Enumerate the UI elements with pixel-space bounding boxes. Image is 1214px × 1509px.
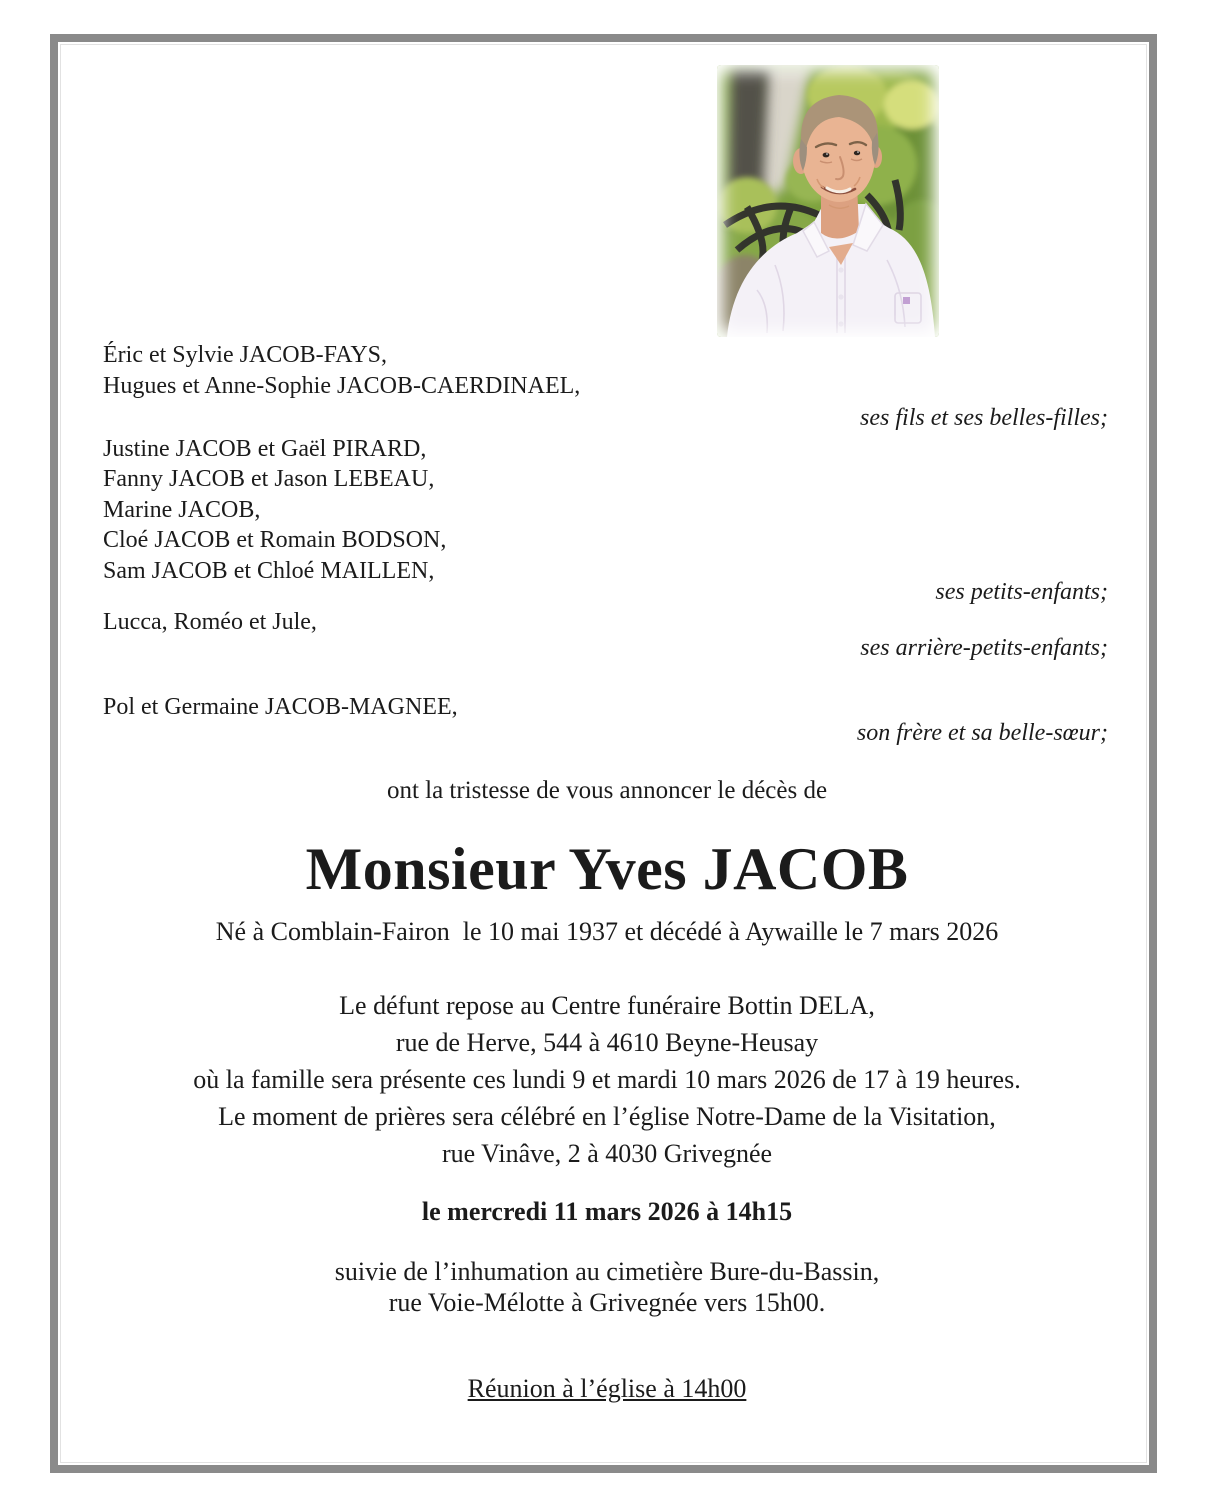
ceremony-line-1: Le moment de prières sera célébré en l’église Notre-Dame de la Visitation,	[218, 1102, 996, 1131]
family-name-line: Fanny JACOB et Jason LEBEAU,	[103, 466, 435, 492]
presence-line: où la famille sera présente ces lundi 9 et mardi 10 mars 2026 de 17 à 19 heures.	[193, 1065, 1021, 1094]
ceremony-line-2: rue Vinâve, 2 à 4030 Grivegnée	[441, 1139, 773, 1168]
portrait-photo	[717, 65, 939, 337]
relation-label: ses arrière-petits-enfants;	[860, 635, 1108, 661]
relation-label: son frère et sa belle-sœur;	[856, 720, 1108, 746]
repose-line-2: rue de Herve, 544 à 4610 Beyne-Heusay	[395, 1028, 819, 1057]
family-name-line: Marine JACOB,	[103, 497, 261, 523]
deceased-name-title: Monsieur Yves JACOB	[305, 836, 909, 902]
family-name-line: Hugues et Anne-Sophie JACOB-CAERDINAEL,	[103, 373, 581, 399]
church-meeting-line: Réunion à l’église à 14h00	[467, 1374, 747, 1403]
family-name-line: Lucca, Roméo et Jule,	[103, 609, 317, 635]
relation-label: ses petits-enfants;	[935, 579, 1108, 605]
intro-line: ont la tristesse de vous annoncer le décès de	[386, 777, 828, 804]
ceremony-datetime-line: le mercredi 11 mars 2026 à 14h15	[421, 1197, 793, 1226]
burial-line-2: rue Voie-Mélotte à Grivegnée vers 15h00.	[388, 1288, 826, 1317]
repose-line-1: Le défunt repose au Centre funéraire Bottin DELA,	[339, 991, 875, 1020]
family-name-line: Éric et Sylvie JACOB-FAYS,	[103, 342, 388, 368]
family-name-line: Cloé JACOB et Romain BODSON,	[103, 527, 447, 553]
burial-line-1: suivie de l’inhumation au cimetière Bure-du-Bassin,	[334, 1257, 880, 1286]
family-name-line: Justine JACOB et Gaël PIRARD,	[103, 436, 427, 462]
life-dates-line: Né à Comblain-Fairon le 10 mai 1937 et décédé à Aywaille le 7 mars 2026	[215, 917, 999, 946]
family-name-line: Pol et Germaine JACOB-MAGNEE,	[103, 694, 458, 720]
relation-label: ses fils et ses belles-filles;	[860, 405, 1108, 431]
family-name-line: Sam JACOB et Chloé MAILLEN,	[103, 558, 435, 584]
